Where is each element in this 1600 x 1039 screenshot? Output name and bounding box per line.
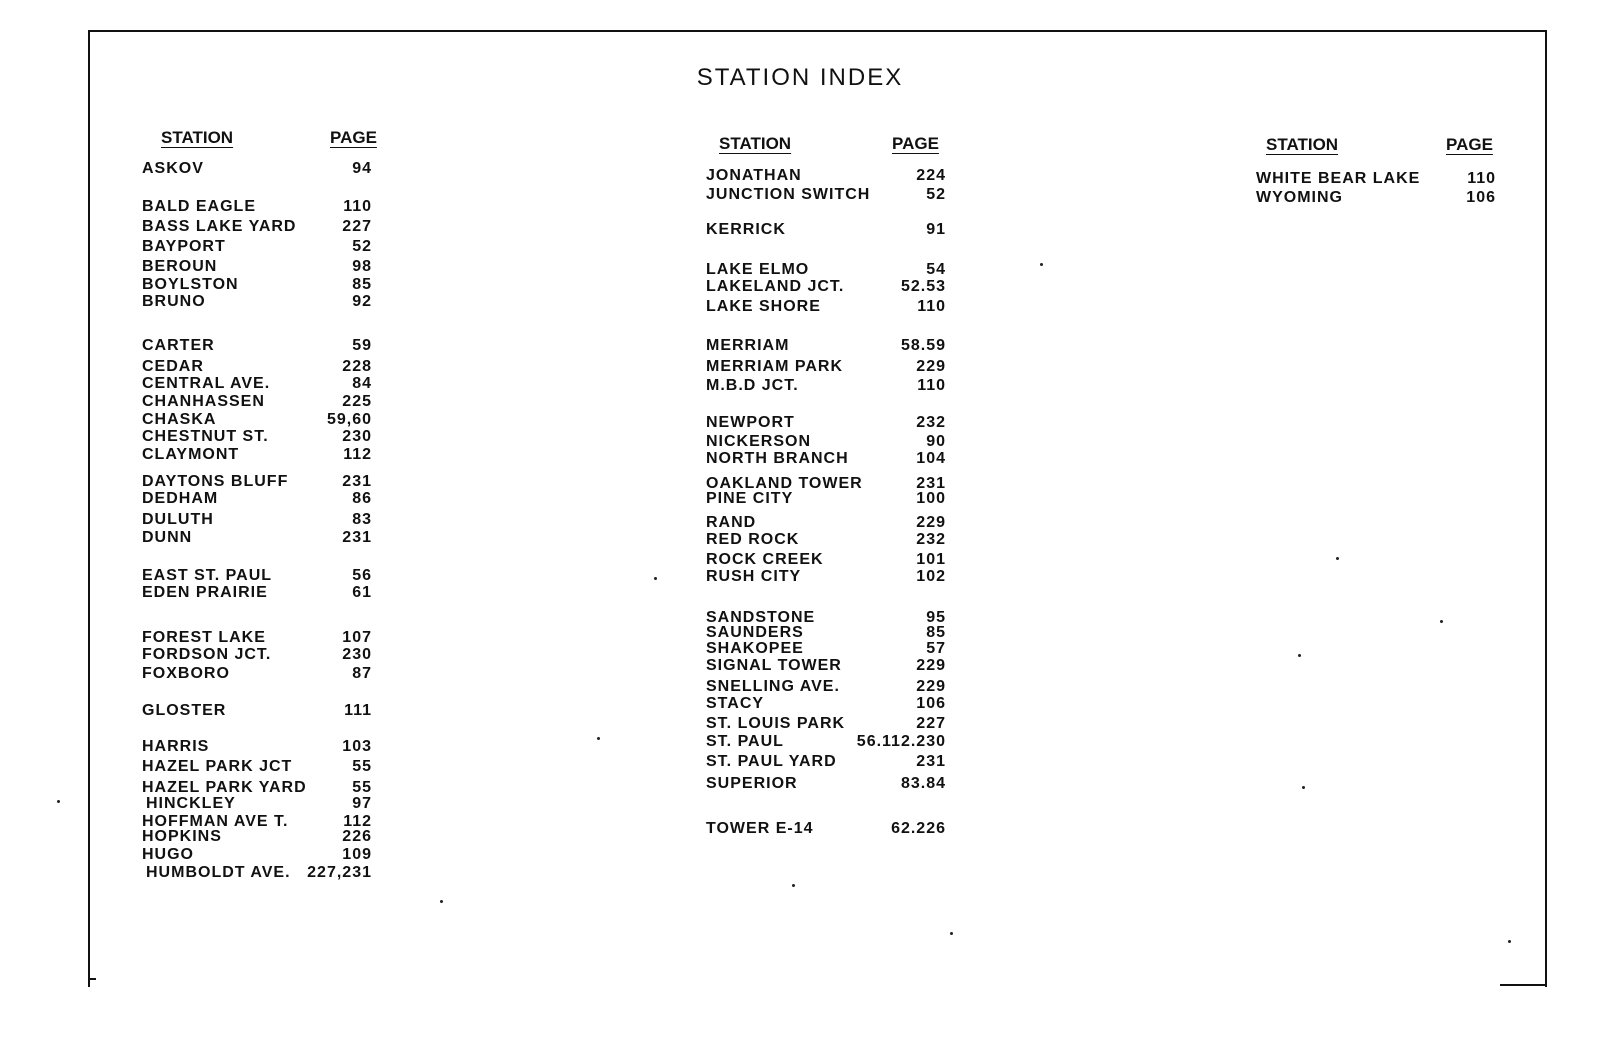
frame-corner-tick	[88, 978, 96, 980]
scan-speck	[792, 884, 795, 887]
frame-corner-line	[1500, 984, 1545, 986]
scan-speck	[1336, 557, 1339, 560]
scan-speck	[57, 800, 60, 803]
scan-speck	[1040, 263, 1043, 266]
station-header: STATION	[719, 134, 792, 153]
scan-speck	[654, 577, 657, 580]
scan-speck	[440, 900, 443, 903]
page-header: PAGE	[892, 134, 939, 153]
scan-speck	[1302, 786, 1305, 789]
scan-speck	[597, 737, 600, 740]
scan-speck	[950, 932, 953, 935]
station-header: STATION	[1266, 135, 1339, 154]
scan-speck	[1440, 620, 1443, 623]
page-title: STATION INDEX	[696, 64, 904, 91]
scan-speck	[1508, 940, 1511, 943]
station-header: STATION	[161, 128, 234, 147]
page-header: PAGE	[1446, 135, 1493, 154]
page-header: PAGE	[330, 128, 377, 147]
scan-speck	[1298, 654, 1301, 657]
